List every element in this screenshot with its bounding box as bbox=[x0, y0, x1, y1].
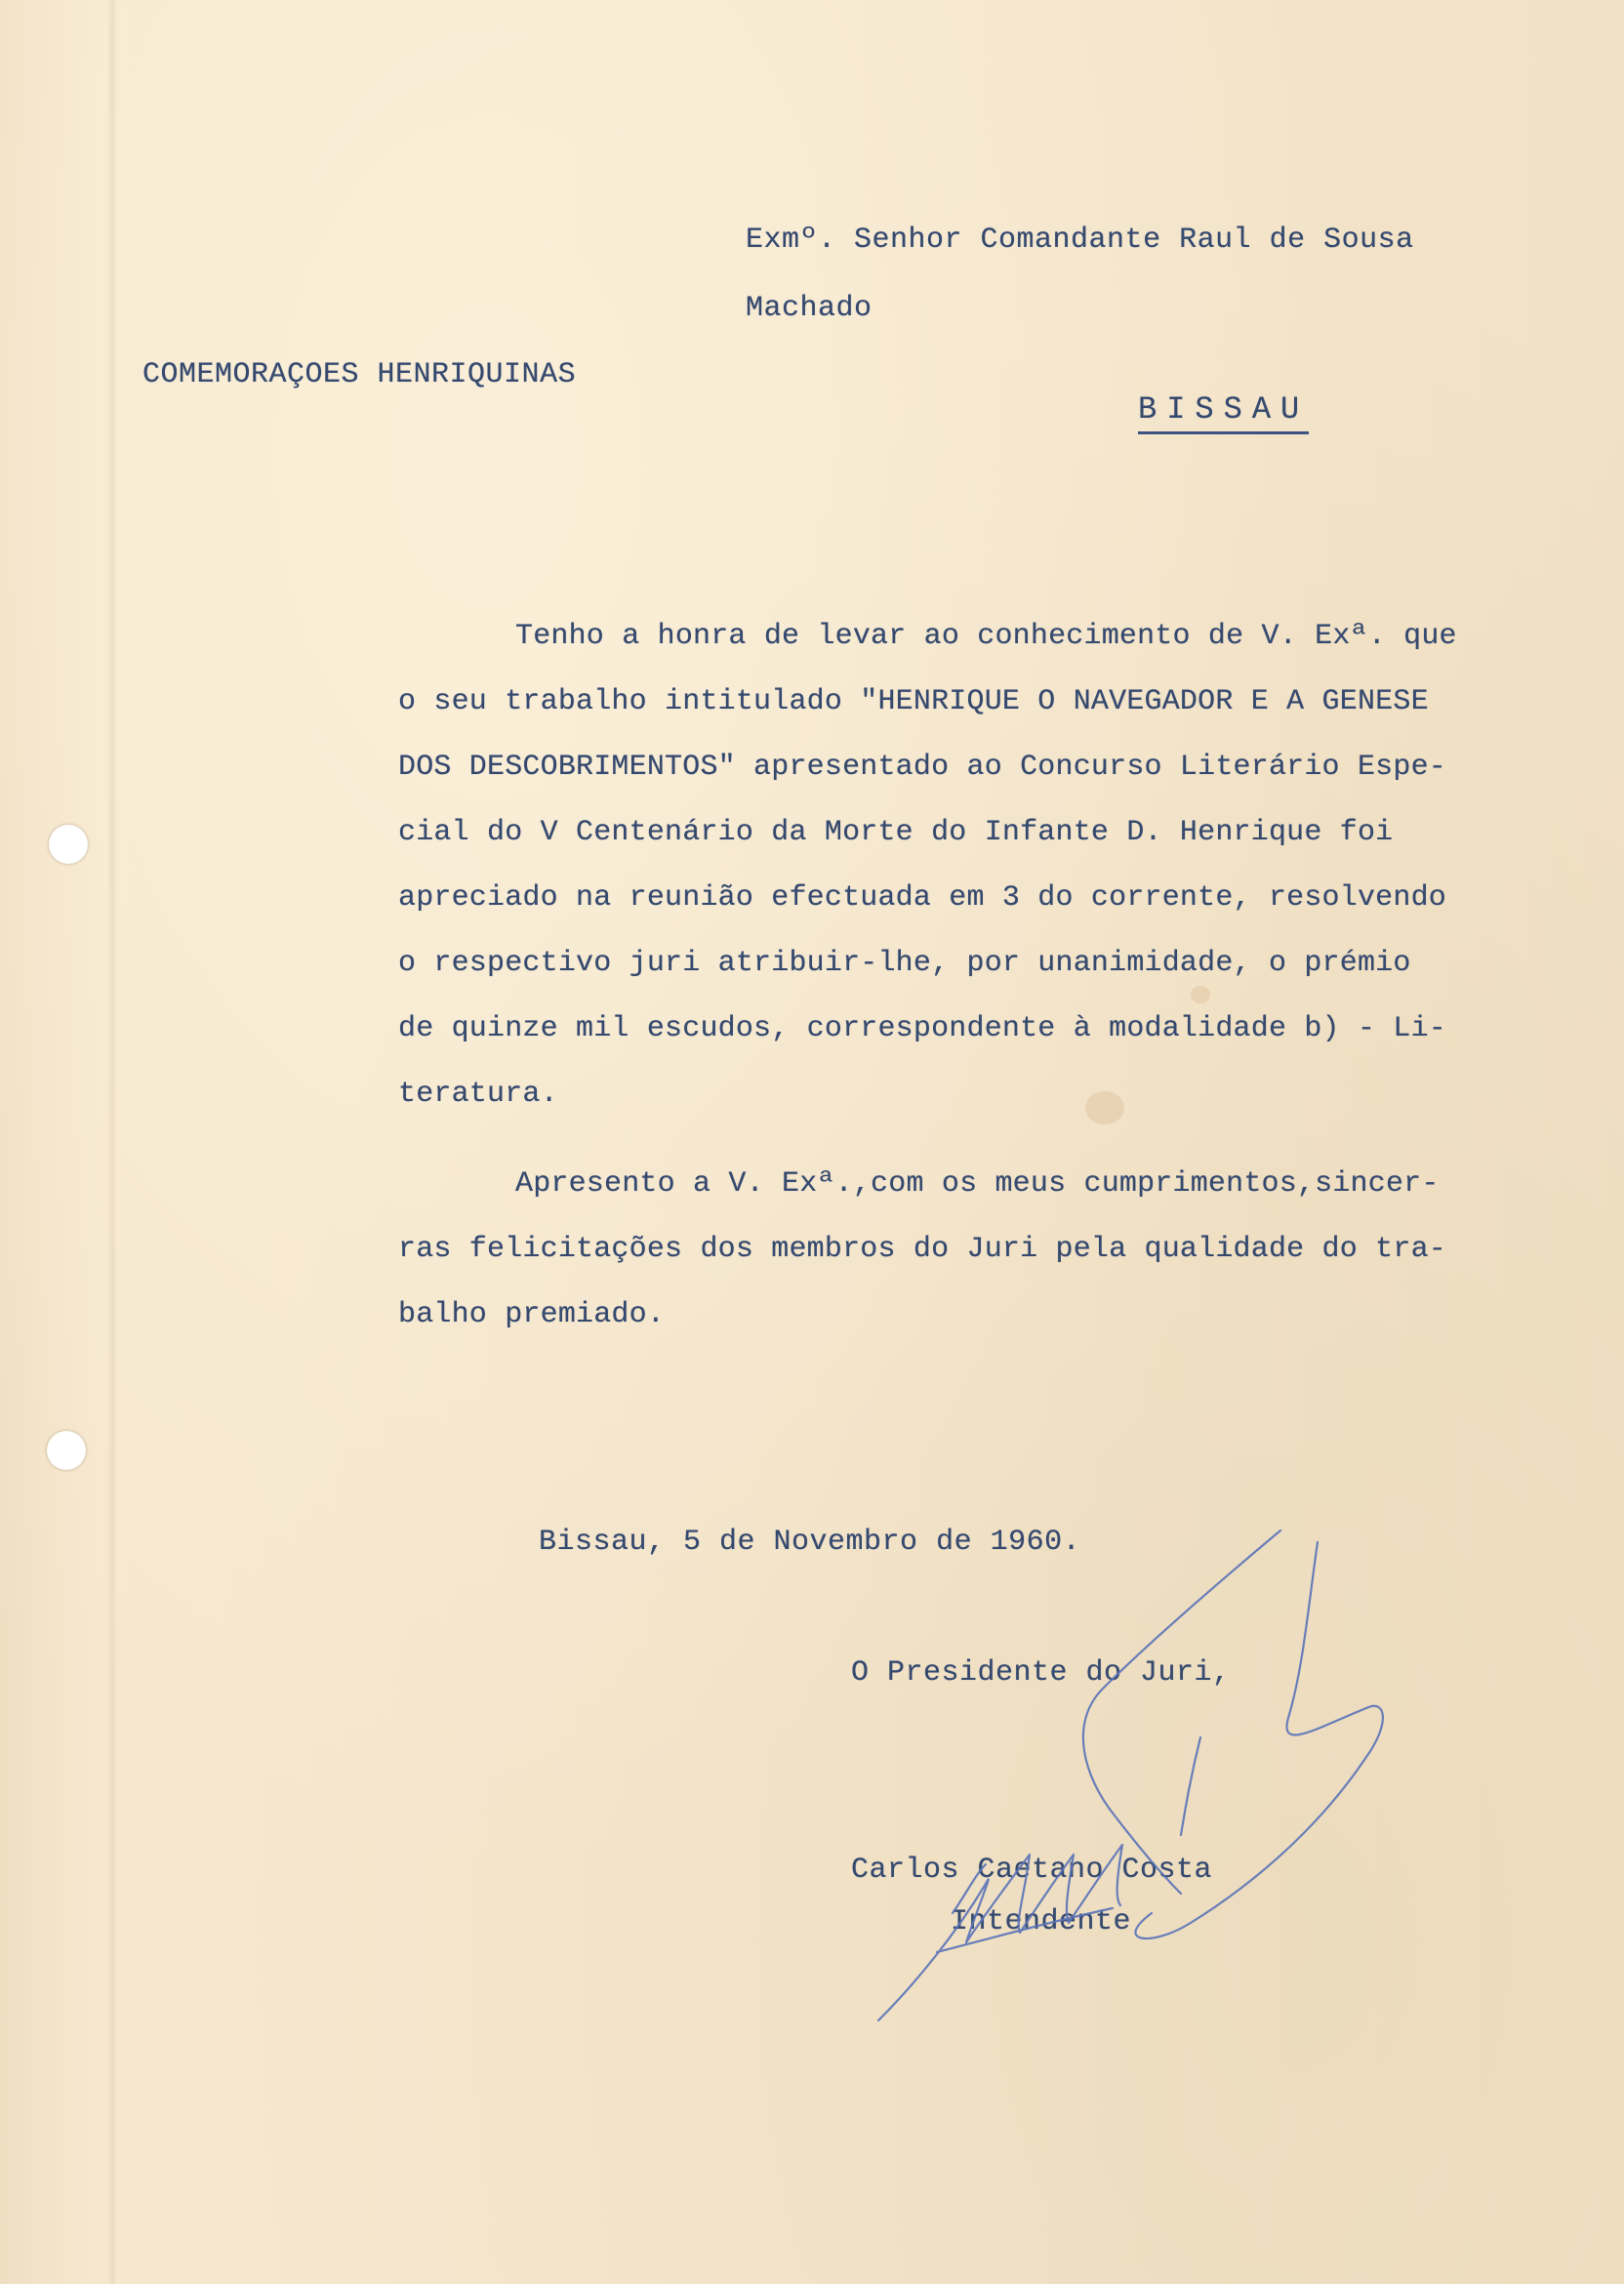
body-line: teratura. bbox=[398, 1078, 558, 1111]
body-line: de quinze mil escudos, correspondente à modalidade b) - Li- bbox=[398, 1012, 1446, 1045]
handwritten-signature bbox=[859, 1523, 1405, 2030]
body-line: DOS DESCOBRIMENTOS" apresentado ao Concurso Literário Espe- bbox=[398, 751, 1446, 784]
body-line: Apresento a V. Exª.,com os meus cumprimentos,sincer- bbox=[515, 1167, 1440, 1201]
punch-hole-top bbox=[49, 825, 88, 864]
sender-heading: COMEMORAÇOES HENRIQUINAS bbox=[142, 358, 577, 391]
signer-title: Intendente bbox=[951, 1905, 1132, 1938]
body-line: Tenho a honra de levar ao conhecimento de V. Exª. que bbox=[515, 620, 1457, 653]
page-fold bbox=[107, 0, 117, 2284]
recipient-city: BISSAU bbox=[1138, 392, 1309, 434]
closing-line: O Presidente do Juri, bbox=[851, 1656, 1231, 1690]
paper-stain bbox=[1085, 1091, 1124, 1124]
punch-hole-bottom bbox=[47, 1431, 86, 1470]
recipient-line-1: Exmº. Senhor Comandante Raul de Sousa bbox=[746, 224, 1414, 257]
recipient-line-2: Machado bbox=[746, 292, 873, 325]
body-line: balho premiado. bbox=[398, 1298, 666, 1331]
paper-stain bbox=[1191, 986, 1210, 1003]
body-line: o respectivo juri atribuir-lhe, por unanimidade, o prémio bbox=[398, 947, 1411, 980]
signer-name: Carlos Caetano Costa bbox=[851, 1854, 1213, 1887]
body-line: o seu trabalho intitulado "HENRIQUE O NAVEGADOR E A GENESE bbox=[398, 685, 1429, 718]
date-line: Bissau, 5 de Novembro de 1960. bbox=[539, 1526, 1081, 1559]
body-line: cial do V Centenário da Morte do Infante D. Henrique foi bbox=[398, 816, 1394, 849]
body-line: apreciado na reunião efectuada em 3 do corrente, resolvendo bbox=[398, 881, 1446, 915]
body-line: ras felicitações dos membros do Juri pela qualidade do tra- bbox=[398, 1233, 1446, 1266]
